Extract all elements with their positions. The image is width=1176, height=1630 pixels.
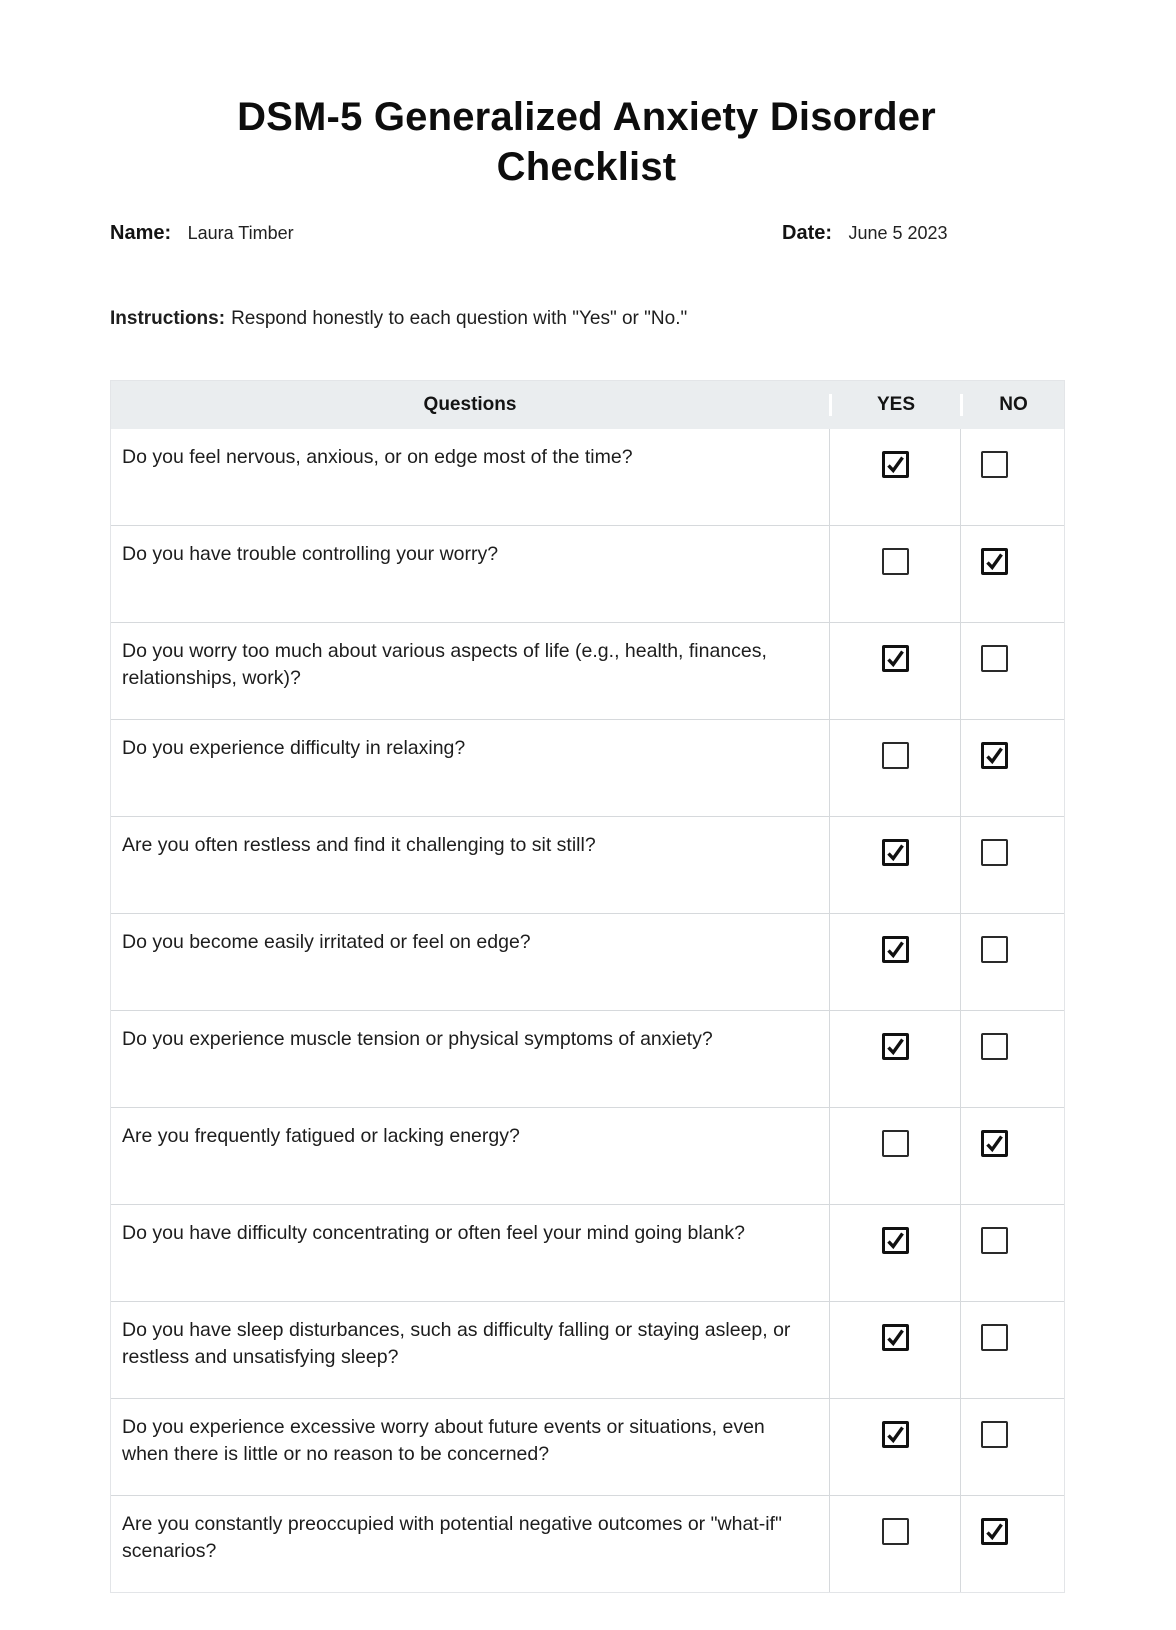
yes-checkbox[interactable] bbox=[882, 1421, 909, 1448]
question-text: Do you have trouble controlling your worry? bbox=[122, 543, 499, 565]
no-checkbox[interactable] bbox=[981, 1033, 1008, 1060]
page-title-line2: Checklist bbox=[496, 145, 677, 189]
yes-checkbox[interactable] bbox=[882, 839, 909, 866]
question-text: Are you frequently fatigued or lacking energy? bbox=[122, 1125, 520, 1147]
questions-column-header: Questions bbox=[423, 394, 517, 415]
check-icon bbox=[984, 1521, 1005, 1542]
date-field bbox=[782, 222, 948, 245]
table-row bbox=[111, 816, 1064, 913]
table-row bbox=[111, 1107, 1064, 1204]
table-row bbox=[111, 525, 1064, 622]
yes-checkbox[interactable] bbox=[882, 742, 909, 769]
no-cell bbox=[960, 720, 1064, 816]
yes-cell bbox=[829, 914, 960, 1010]
date-label: Date: bbox=[782, 222, 833, 244]
check-icon bbox=[885, 1036, 906, 1057]
no-checkbox[interactable] bbox=[981, 1421, 1008, 1448]
yes-cell bbox=[829, 1496, 960, 1592]
yes-cell bbox=[829, 1302, 960, 1398]
yes-checkbox[interactable] bbox=[882, 645, 909, 672]
question-text: Are you constantly preoccupied with potential negative outcomes or "what-if" scenarios? bbox=[122, 1513, 782, 1562]
no-cell bbox=[960, 623, 1064, 719]
check-icon bbox=[984, 551, 1005, 572]
checklist-table bbox=[110, 380, 1065, 1593]
instructions bbox=[110, 308, 1063, 330]
no-cell bbox=[960, 1496, 1064, 1592]
instructions-label: Instructions: bbox=[110, 308, 226, 329]
meta-row bbox=[110, 222, 1063, 248]
question-text: Do you worry too much about various aspects of life (e.g., health, finances, relationships, work)? bbox=[122, 640, 767, 689]
no-cell bbox=[960, 1011, 1064, 1107]
no-cell bbox=[960, 817, 1064, 913]
check-icon bbox=[885, 454, 906, 475]
check-icon bbox=[885, 939, 906, 960]
no-cell bbox=[960, 429, 1064, 525]
name-value[interactable]: Laura Timber bbox=[187, 223, 294, 243]
check-icon bbox=[984, 1133, 1005, 1154]
yes-checkbox[interactable] bbox=[882, 1033, 909, 1060]
yes-checkbox[interactable] bbox=[882, 1130, 909, 1157]
table-body bbox=[111, 429, 1064, 1592]
check-icon bbox=[885, 842, 906, 863]
question-text: Are you often restless and find it challenging to sit still? bbox=[122, 834, 596, 856]
yes-checkbox[interactable] bbox=[882, 548, 909, 575]
instructions-text: Respond honestly to each question with "Yes" or "No." bbox=[231, 308, 688, 329]
no-cell bbox=[960, 1108, 1064, 1204]
yes-checkbox[interactable] bbox=[882, 1227, 909, 1254]
table-row bbox=[111, 1301, 1064, 1398]
yes-cell bbox=[829, 429, 960, 525]
question-text: Do you have sleep disturbances, such as difficulty falling or staying asleep, or restless and unsatisfying sleep? bbox=[122, 1319, 791, 1368]
no-cell bbox=[960, 1205, 1064, 1301]
yes-cell bbox=[829, 817, 960, 913]
yes-cell bbox=[829, 720, 960, 816]
no-checkbox[interactable] bbox=[981, 1324, 1008, 1351]
check-icon bbox=[885, 1424, 906, 1445]
no-checkbox[interactable] bbox=[981, 1227, 1008, 1254]
yes-cell bbox=[829, 1399, 960, 1495]
page-title bbox=[110, 0, 1063, 192]
table-row bbox=[111, 622, 1064, 719]
no-cell bbox=[960, 1302, 1064, 1398]
table-row bbox=[111, 429, 1064, 525]
table-row bbox=[111, 1495, 1064, 1592]
no-checkbox[interactable] bbox=[981, 742, 1008, 769]
yes-cell bbox=[829, 526, 960, 622]
question-text: Do you feel nervous, anxious, or on edge most of the time? bbox=[122, 446, 633, 468]
check-icon bbox=[885, 1327, 906, 1348]
check-icon bbox=[984, 745, 1005, 766]
date-value[interactable]: June 5 2023 bbox=[848, 223, 948, 243]
table-row bbox=[111, 1010, 1064, 1107]
name-label: Name: bbox=[110, 222, 172, 244]
no-cell bbox=[960, 914, 1064, 1010]
table-row bbox=[111, 1398, 1064, 1495]
yes-cell bbox=[829, 1011, 960, 1107]
no-cell bbox=[960, 526, 1064, 622]
yes-checkbox[interactable] bbox=[882, 1324, 909, 1351]
no-checkbox[interactable] bbox=[981, 839, 1008, 866]
no-checkbox[interactable] bbox=[981, 451, 1008, 478]
question-text: Do you experience muscle tension or physical symptoms of anxiety? bbox=[122, 1028, 713, 1050]
page-title-line1: DSM-5 Generalized Anxiety Disorder bbox=[237, 95, 936, 139]
no-checkbox[interactable] bbox=[981, 645, 1008, 672]
question-text: Do you become easily irritated or feel on edge? bbox=[122, 931, 531, 953]
no-checkbox[interactable] bbox=[981, 1518, 1008, 1545]
no-column-header: NO bbox=[960, 394, 1064, 416]
yes-checkbox[interactable] bbox=[882, 936, 909, 963]
no-cell bbox=[960, 1399, 1064, 1495]
table-row bbox=[111, 913, 1064, 1010]
no-checkbox[interactable] bbox=[981, 936, 1008, 963]
question-text: Do you experience excessive worry about future events or situations, even when there is little or no reason to be concerned? bbox=[122, 1416, 765, 1465]
check-icon bbox=[885, 1230, 906, 1251]
yes-cell bbox=[829, 1205, 960, 1301]
document-page bbox=[110, 0, 1063, 1593]
check-icon bbox=[885, 648, 906, 669]
question-text: Do you experience difficulty in relaxing? bbox=[122, 737, 466, 759]
yes-column-header: YES bbox=[829, 394, 960, 416]
no-checkbox[interactable] bbox=[981, 548, 1008, 575]
yes-cell bbox=[829, 1108, 960, 1204]
yes-checkbox[interactable] bbox=[882, 451, 909, 478]
table-row bbox=[111, 1204, 1064, 1301]
question-text: Do you have difficulty concentrating or often feel your mind going blank? bbox=[122, 1222, 745, 1244]
table-row bbox=[111, 719, 1064, 816]
yes-cell bbox=[829, 623, 960, 719]
table-header-row bbox=[111, 381, 1064, 429]
no-checkbox[interactable] bbox=[981, 1130, 1008, 1157]
yes-checkbox[interactable] bbox=[882, 1518, 909, 1545]
